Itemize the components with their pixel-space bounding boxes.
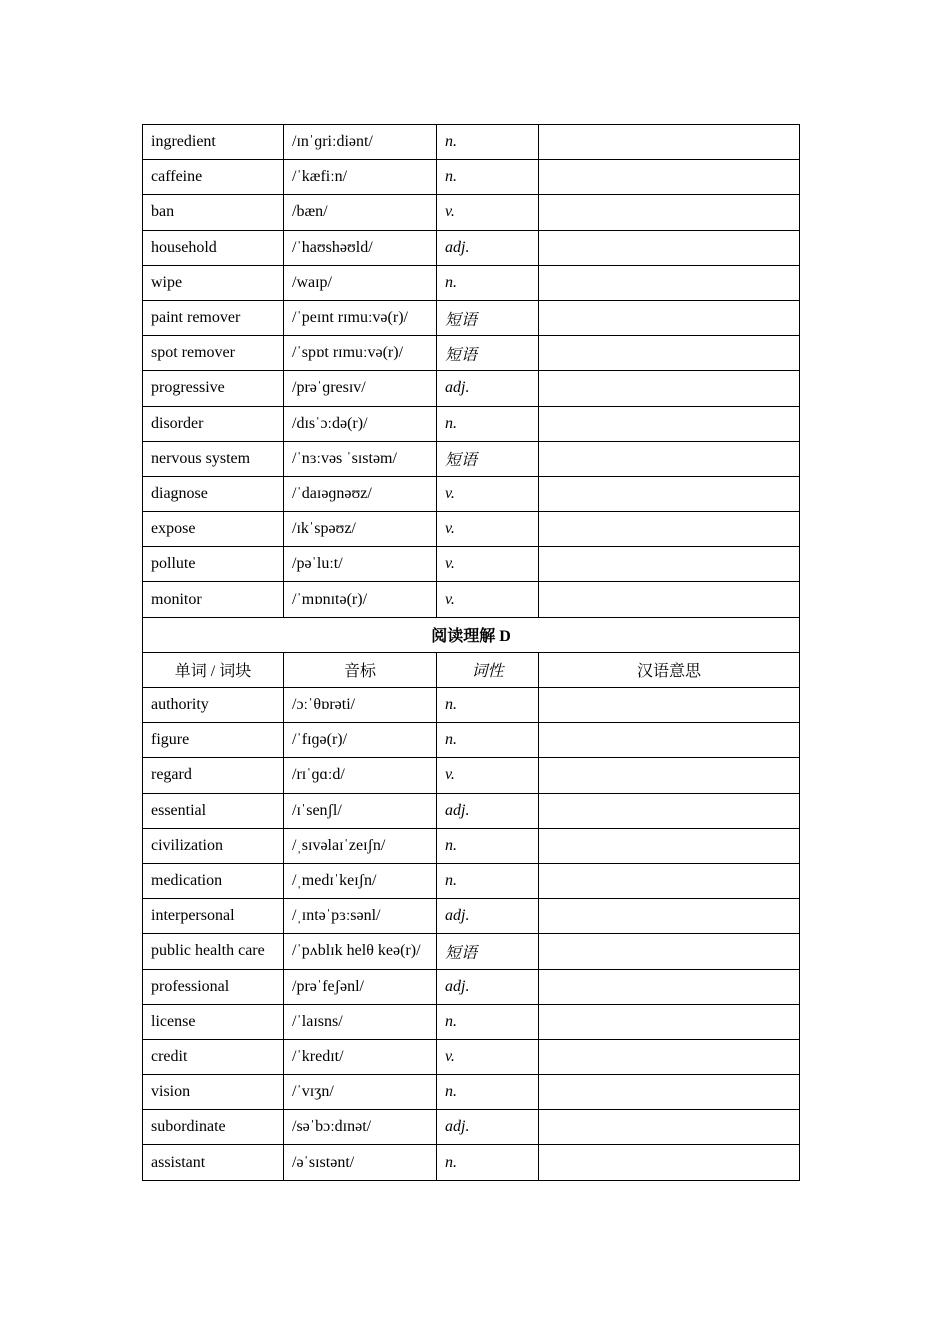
meaning-cell[interactable] bbox=[539, 336, 800, 371]
word-cell: subordinate bbox=[143, 1110, 284, 1145]
pos-cell: n. bbox=[437, 160, 539, 195]
meaning-cell[interactable] bbox=[539, 723, 800, 758]
table-row bbox=[143, 371, 800, 406]
meaning-cell[interactable] bbox=[539, 899, 800, 934]
phonetic-cell: /dɪsˈɔːdə(r)/ bbox=[284, 406, 437, 441]
phonetic-cell: /ˈfɪɡə(r)/ bbox=[284, 723, 437, 758]
word-cell: expose bbox=[143, 512, 284, 547]
word-cell: essential bbox=[143, 793, 284, 828]
phonetic-cell: /ˌsɪvəlaɪˈzeɪʃn/ bbox=[284, 828, 437, 863]
word-cell: diagnose bbox=[143, 476, 284, 511]
meaning-cell[interactable] bbox=[539, 265, 800, 300]
vocabulary-table bbox=[142, 124, 800, 1181]
meaning-cell[interactable] bbox=[539, 1075, 800, 1110]
phonetic-cell: /ˈpʌblɪk helθ keə(r)/ bbox=[284, 934, 437, 969]
section-title: 阅读理解 D bbox=[143, 617, 800, 652]
word-cell: monitor bbox=[143, 582, 284, 617]
phonetic-cell: /ˈspɒt rɪmuːvə(r)/ bbox=[284, 336, 437, 371]
table-row bbox=[143, 512, 800, 547]
pos-cell: adj. bbox=[437, 793, 539, 828]
table-row bbox=[143, 160, 800, 195]
table-row bbox=[143, 1004, 800, 1039]
phonetic-cell: /ɔːˈθɒrəti/ bbox=[284, 688, 437, 723]
word-cell: pollute bbox=[143, 547, 284, 582]
meaning-cell[interactable] bbox=[539, 1145, 800, 1180]
vocab-rows-bottom bbox=[143, 688, 800, 1181]
pos-cell: v. bbox=[437, 758, 539, 793]
phonetic-cell: /ɪnˈɡriːdiənt/ bbox=[284, 125, 437, 160]
table-row bbox=[143, 230, 800, 265]
pos-cell: 短语 bbox=[437, 441, 539, 476]
pos-cell: v. bbox=[437, 582, 539, 617]
word-cell: disorder bbox=[143, 406, 284, 441]
word-cell: civilization bbox=[143, 828, 284, 863]
pos-cell: adj. bbox=[437, 899, 539, 934]
pos-cell: n. bbox=[437, 828, 539, 863]
meaning-cell[interactable] bbox=[539, 758, 800, 793]
table-row bbox=[143, 1039, 800, 1074]
pos-cell: n. bbox=[437, 688, 539, 723]
meaning-cell[interactable] bbox=[539, 688, 800, 723]
word-cell: credit bbox=[143, 1039, 284, 1074]
meaning-cell[interactable] bbox=[539, 406, 800, 441]
section-header bbox=[143, 617, 800, 687]
pos-cell: adj. bbox=[437, 969, 539, 1004]
word-cell: interpersonal bbox=[143, 899, 284, 934]
pos-cell: 短语 bbox=[437, 934, 539, 969]
phonetic-cell: /əˈsɪstənt/ bbox=[284, 1145, 437, 1180]
phonetic-cell: /səˈbɔːdɪnət/ bbox=[284, 1110, 437, 1145]
table-row bbox=[143, 1110, 800, 1145]
table-row bbox=[143, 934, 800, 969]
meaning-cell[interactable] bbox=[539, 160, 800, 195]
meaning-cell[interactable] bbox=[539, 195, 800, 230]
table-row bbox=[143, 899, 800, 934]
phonetic-cell: /ˌɪntəˈpɜːsənl/ bbox=[284, 899, 437, 934]
vocab-rows-top bbox=[143, 125, 800, 618]
phonetic-cell: /ɪˈsenʃl/ bbox=[284, 793, 437, 828]
meaning-cell[interactable] bbox=[539, 1039, 800, 1074]
pos-cell: n. bbox=[437, 406, 539, 441]
meaning-cell[interactable] bbox=[539, 512, 800, 547]
pos-cell: n. bbox=[437, 1075, 539, 1110]
phonetic-cell: /ˈpeɪnt rɪmuːvə(r)/ bbox=[284, 300, 437, 335]
pos-cell: adj. bbox=[437, 371, 539, 406]
phonetic-cell: /ˈvɪʒn/ bbox=[284, 1075, 437, 1110]
table-row bbox=[143, 547, 800, 582]
pos-cell: v. bbox=[437, 476, 539, 511]
pos-cell: n. bbox=[437, 1145, 539, 1180]
pos-cell: n. bbox=[437, 1004, 539, 1039]
header-meaning: 汉语意思 bbox=[539, 652, 800, 687]
table-row bbox=[143, 1075, 800, 1110]
word-cell: public health care bbox=[143, 934, 284, 969]
word-cell: caffeine bbox=[143, 160, 284, 195]
meaning-cell[interactable] bbox=[539, 793, 800, 828]
meaning-cell[interactable] bbox=[539, 934, 800, 969]
pos-cell: v. bbox=[437, 1039, 539, 1074]
phonetic-cell: /ˈmɒnɪtə(r)/ bbox=[284, 582, 437, 617]
phonetic-cell: /waɪp/ bbox=[284, 265, 437, 300]
meaning-cell[interactable] bbox=[539, 828, 800, 863]
word-cell: paint remover bbox=[143, 300, 284, 335]
word-cell: ban bbox=[143, 195, 284, 230]
pos-cell: adj. bbox=[437, 1110, 539, 1145]
word-cell: assistant bbox=[143, 1145, 284, 1180]
table-row bbox=[143, 828, 800, 863]
column-header-row bbox=[143, 652, 800, 687]
meaning-cell[interactable] bbox=[539, 441, 800, 476]
word-cell: figure bbox=[143, 723, 284, 758]
table-row bbox=[143, 758, 800, 793]
phonetic-cell: /prəˈfeʃənl/ bbox=[284, 969, 437, 1004]
table-row bbox=[143, 793, 800, 828]
meaning-cell[interactable] bbox=[539, 863, 800, 898]
word-cell: progressive bbox=[143, 371, 284, 406]
pos-cell: n. bbox=[437, 265, 539, 300]
meaning-cell[interactable] bbox=[539, 547, 800, 582]
phonetic-cell: /prəˈɡresɪv/ bbox=[284, 371, 437, 406]
table-row bbox=[143, 441, 800, 476]
word-cell: authority bbox=[143, 688, 284, 723]
word-cell: spot remover bbox=[143, 336, 284, 371]
word-cell: vision bbox=[143, 1075, 284, 1110]
meaning-cell[interactable] bbox=[539, 476, 800, 511]
phonetic-cell: /ˌmedɪˈkeɪʃn/ bbox=[284, 863, 437, 898]
header-pos: 词性 bbox=[437, 652, 539, 687]
phonetic-cell: /ˈhaʊshəʊld/ bbox=[284, 230, 437, 265]
meaning-cell[interactable] bbox=[539, 969, 800, 1004]
meaning-cell[interactable] bbox=[539, 300, 800, 335]
table-row bbox=[143, 195, 800, 230]
table-row bbox=[143, 300, 800, 335]
meaning-cell[interactable] bbox=[539, 371, 800, 406]
phonetic-cell: /pəˈluːt/ bbox=[284, 547, 437, 582]
pos-cell: n. bbox=[437, 125, 539, 160]
table-row bbox=[143, 1145, 800, 1180]
table-row bbox=[143, 969, 800, 1004]
phonetic-cell: /ˈnɜːvəs ˈsɪstəm/ bbox=[284, 441, 437, 476]
word-cell: nervous system bbox=[143, 441, 284, 476]
word-cell: household bbox=[143, 230, 284, 265]
phonetic-cell: /ˈlaɪsns/ bbox=[284, 1004, 437, 1039]
pos-cell: v. bbox=[437, 195, 539, 230]
phonetic-cell: /ɪkˈspəʊz/ bbox=[284, 512, 437, 547]
word-cell: license bbox=[143, 1004, 284, 1039]
section-title-row bbox=[143, 617, 800, 652]
table-row bbox=[143, 582, 800, 617]
word-cell: wipe bbox=[143, 265, 284, 300]
meaning-cell[interactable] bbox=[539, 1004, 800, 1039]
meaning-cell[interactable] bbox=[539, 582, 800, 617]
table-row bbox=[143, 723, 800, 758]
meaning-cell[interactable] bbox=[539, 1110, 800, 1145]
pos-cell: n. bbox=[437, 723, 539, 758]
table-row bbox=[143, 125, 800, 160]
meaning-cell[interactable] bbox=[539, 125, 800, 160]
phonetic-cell: /ˈkæfiːn/ bbox=[284, 160, 437, 195]
phonetic-cell: /ˈdaɪəɡnəʊz/ bbox=[284, 476, 437, 511]
word-cell: ingredient bbox=[143, 125, 284, 160]
table-row bbox=[143, 688, 800, 723]
pos-cell: 短语 bbox=[437, 300, 539, 335]
phonetic-cell: /ˈkredɪt/ bbox=[284, 1039, 437, 1074]
meaning-cell[interactable] bbox=[539, 230, 800, 265]
pos-cell: v. bbox=[437, 547, 539, 582]
pos-cell: v. bbox=[437, 512, 539, 547]
table-row bbox=[143, 476, 800, 511]
phonetic-cell: /bæn/ bbox=[284, 195, 437, 230]
table-row bbox=[143, 863, 800, 898]
phonetic-cell: /rɪˈɡɑːd/ bbox=[284, 758, 437, 793]
word-cell: professional bbox=[143, 969, 284, 1004]
word-cell: regard bbox=[143, 758, 284, 793]
header-word: 单词 / 词块 bbox=[143, 652, 284, 687]
table-row bbox=[143, 336, 800, 371]
word-cell: medication bbox=[143, 863, 284, 898]
header-phonetic: 音标 bbox=[284, 652, 437, 687]
pos-cell: n. bbox=[437, 863, 539, 898]
table-row bbox=[143, 265, 800, 300]
table-row bbox=[143, 406, 800, 441]
pos-cell: adj. bbox=[437, 230, 539, 265]
pos-cell: 短语 bbox=[437, 336, 539, 371]
